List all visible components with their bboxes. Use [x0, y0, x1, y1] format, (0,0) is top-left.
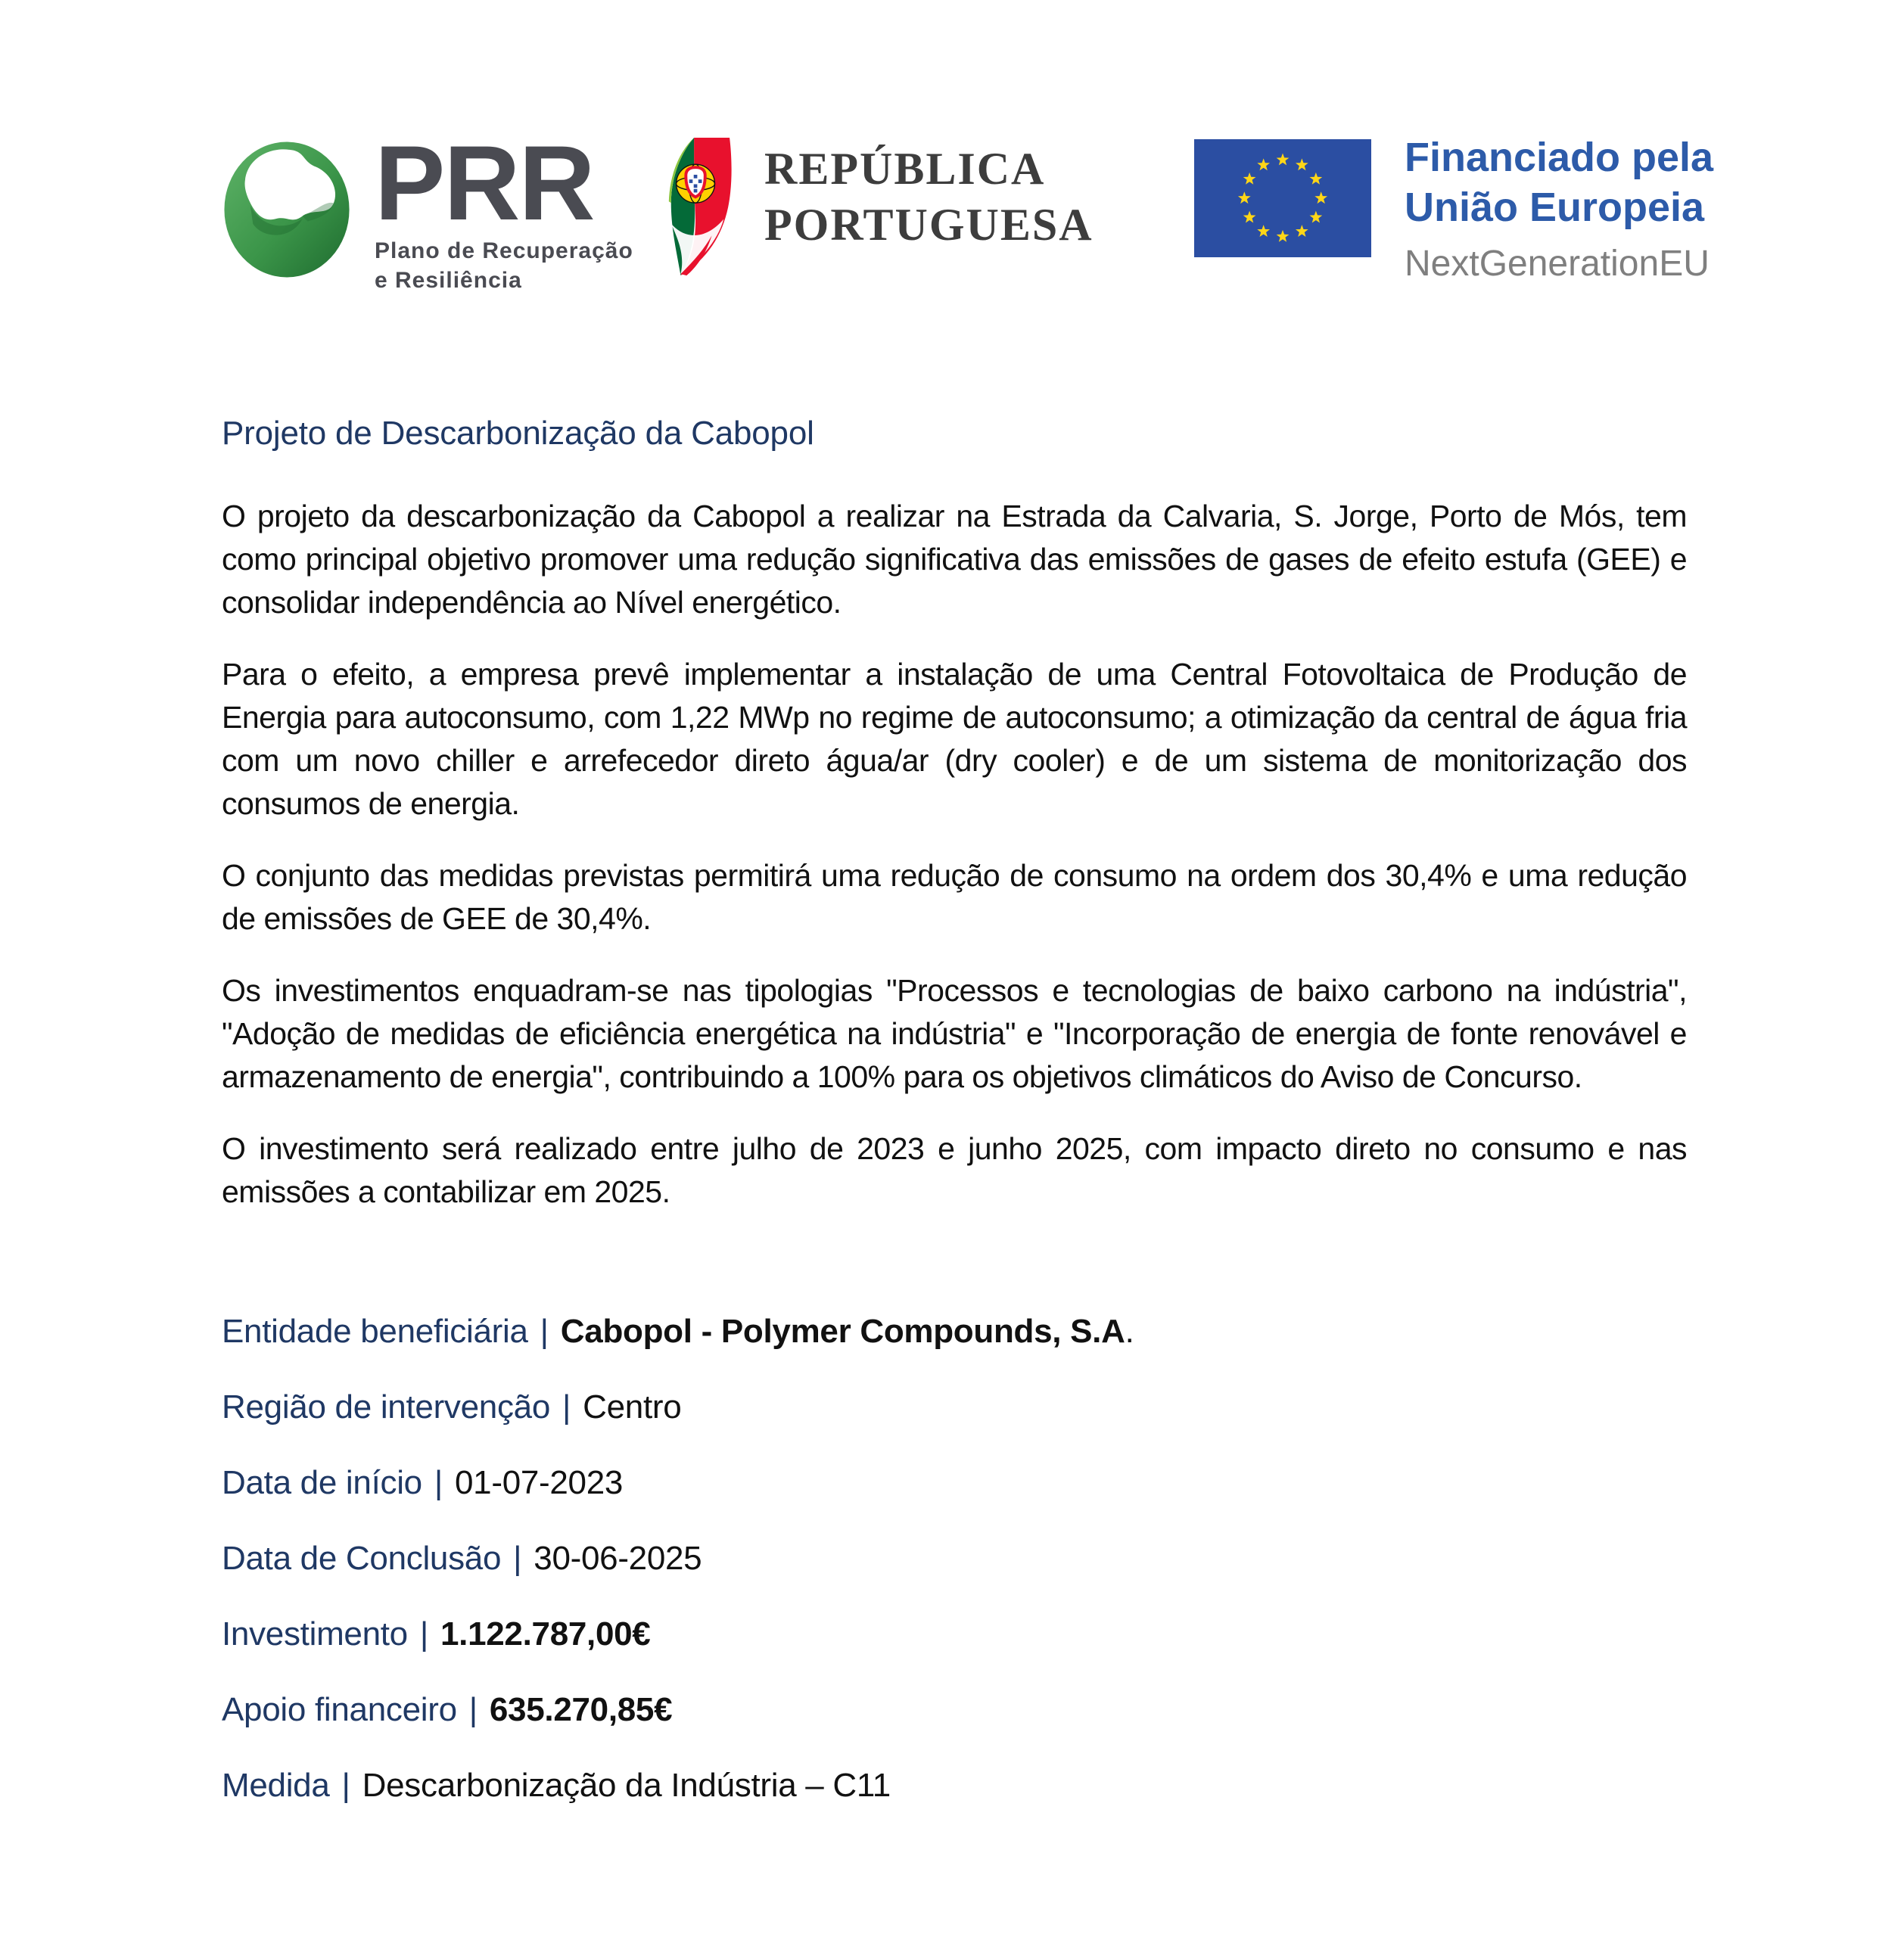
field-label: Data de Conclusão	[222, 1540, 502, 1577]
eu-flag-icon	[1194, 138, 1371, 258]
eu-text-block	[1405, 132, 1713, 285]
prr-subtitle-line1: Plano de Recuperação	[375, 238, 633, 263]
prr-text-block	[375, 123, 633, 295]
project-details	[222, 1311, 1687, 1807]
field-value: 635.270,85€	[489, 1691, 673, 1728]
prr-logo	[222, 123, 633, 295]
prr-subtitle-line2: e Resiliência	[375, 268, 522, 293]
field-separator: |	[513, 1540, 522, 1577]
field-row-entidade-beneficiaria	[222, 1311, 1687, 1353]
body-paragraph-4: Os investimentos enquadram-se nas tipologias "Processos e tecnologias de baixo carbono na indústria", "Adoção de medidas de eficiência energética na indústria" e "Incorporação de energia de fonte renovável e armazenamento de energia", contribuindo a 100% para os objetivos climáticos do Aviso de Concurso.	[222, 973, 1687, 1094]
field-row-regiao-de-intervencao	[222, 1386, 1687, 1429]
field-label: Medida	[222, 1767, 330, 1804]
field-value: Descarbonização da Indústria – C11	[362, 1767, 891, 1804]
field-row-data-de-inicio	[222, 1462, 1687, 1504]
field-separator: |	[434, 1464, 443, 1501]
field-separator: |	[419, 1615, 428, 1653]
field-separator: |	[562, 1388, 571, 1426]
field-label: Investimento	[222, 1615, 408, 1653]
field-value: 1.122.787,00€	[440, 1615, 651, 1653]
portugal-flag-icon	[660, 138, 734, 278]
body-paragraph-3: O conjunto das medidas previstas permitirá uma redução de consumo na ordem dos 30,4% e uma redução de emissões de GEE de 30,4%.	[222, 858, 1687, 936]
field-separator: |	[468, 1691, 478, 1728]
field-value: Centro	[583, 1388, 682, 1426]
eu-nextgeneration-label: NextGenerationEU	[1405, 244, 1710, 284]
field-value-suffix: .	[1125, 1313, 1134, 1350]
field-value: 01-07-2023	[455, 1464, 624, 1501]
field-label: Região de intervenção	[222, 1388, 551, 1426]
field-separator: |	[341, 1767, 350, 1804]
field-row-apoio-financeiro	[222, 1689, 1687, 1731]
page-title: Projeto de Descarbonização da Cabopol	[222, 415, 814, 452]
field-label: Apoio financeiro	[222, 1691, 457, 1728]
eu-funding-logo	[1194, 135, 1714, 285]
body-paragraph-2: Para o efeito, a empresa prevê implementar a instalação de uma Central Fotovoltaica de Produção de Energia para autoconsumo, com 1,22 MWp no regime de autoconsumo; a otimização da central de água fria com um novo chiller e arrefecedor direto água/ar (dry cooler) e de um sistema de monitorização dos consumos de energia.	[222, 657, 1687, 821]
body-paragraph-5: O investimento será realizado entre julho de 2023 e junho 2025, com impacto direto no consumo e nas emissões a contabilizar em 2025.	[222, 1131, 1687, 1209]
field-value: 30-06-2025	[534, 1540, 702, 1577]
field-row-investimento	[222, 1613, 1687, 1656]
prr-wordmark: PRR	[375, 123, 594, 242]
republica-portuguesa-logo	[660, 138, 1094, 278]
field-label: Entidade beneficiária	[222, 1313, 528, 1350]
document-content	[222, 415, 1687, 1840]
republica-text-block	[764, 138, 1094, 253]
field-label: Data de início	[222, 1464, 422, 1501]
republica-wordmark-line2: PORTUGUESA	[764, 200, 1094, 250]
republica-wordmark-line1: REPÚBLICA	[764, 144, 1046, 194]
prr-swirl-icon	[222, 138, 352, 281]
field-row-data-de-conclusao	[222, 1537, 1687, 1580]
body-paragraph-1: O projeto da descarbonização da Cabopol a realizar na Estrada da Calvaria, S. Jorge, Porto de Mós, tem como principal objetivo promover uma redução significativa das emissões de gases de efeito estufa (GEE) e consolidar independência ao Nível energético.	[222, 499, 1687, 620]
field-value: Cabopol - Polymer Compounds, S.A	[560, 1313, 1125, 1350]
field-separator: |	[540, 1313, 549, 1350]
eu-funding-line2: União Europeia	[1405, 185, 1705, 230]
field-row-medida	[222, 1764, 1687, 1807]
eu-funding-line1: Financiado pela	[1405, 135, 1714, 180]
